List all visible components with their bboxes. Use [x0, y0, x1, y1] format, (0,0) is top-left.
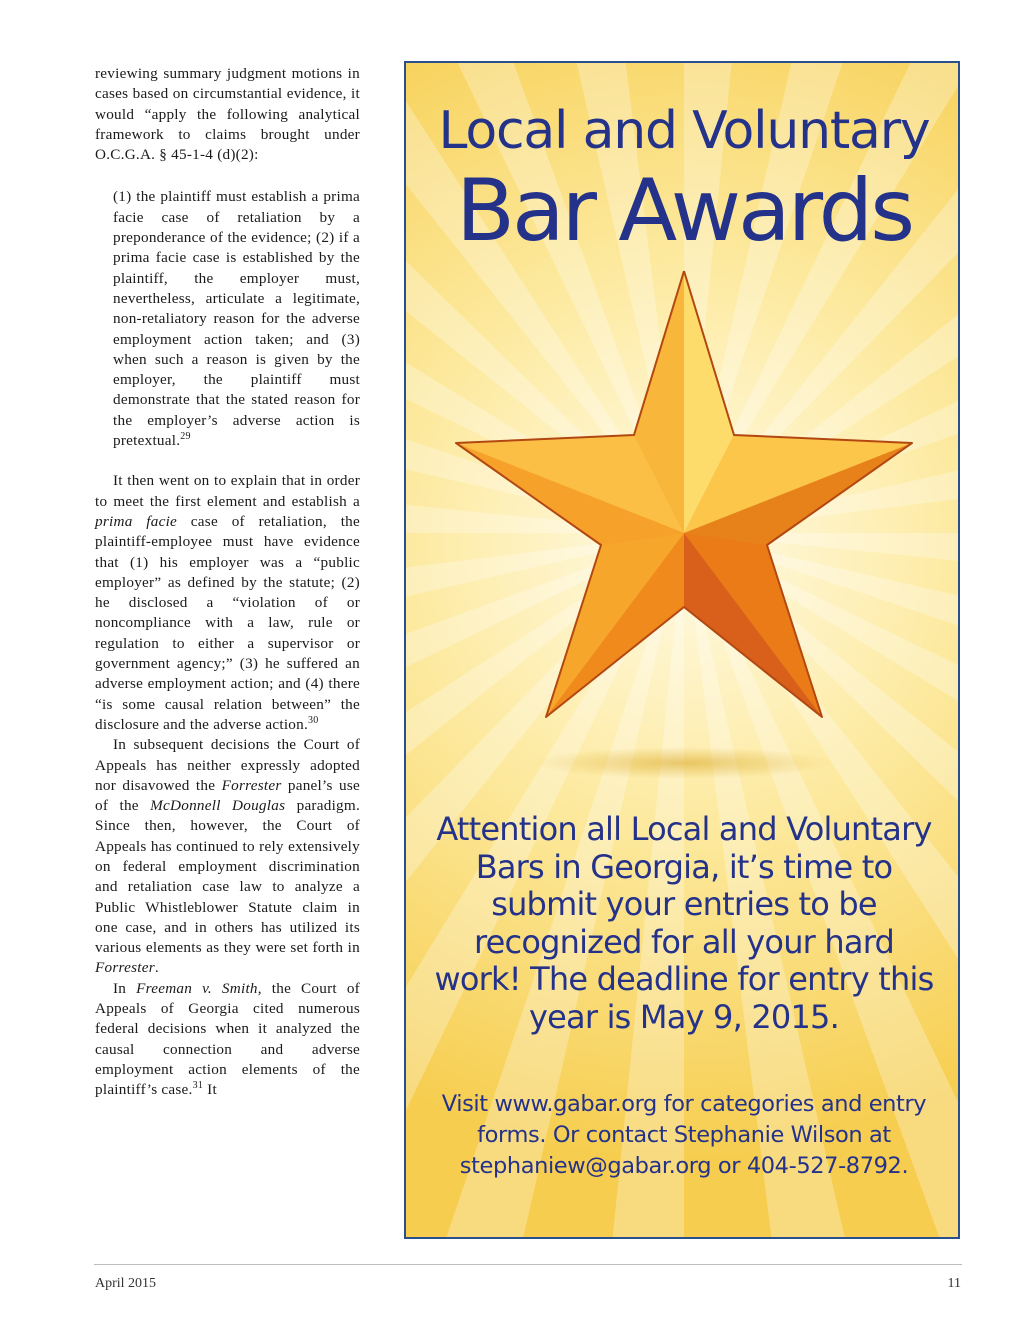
paragraph: reviewing summary judgment motions in cases based on circumstantial evidence, it would “apply the following analytical framework to claims brought under O.C.G.A. § 45-1-4 (d)(2): — [95, 65, 360, 164]
bar-awards-ad — [404, 61, 960, 1239]
paragraph: It then went on to explain that in order to meet the first element and establish a prima facie case of retaliation, the plaintiff-employee must have evidence that (1) his employer was a “public employer” as defined by the statute; (2) he disclosed a “violation of or noncompliance with a law, rule or regulation to either a supervisor or government agency;” (3) he suffered an adverse employment action; and (4) there “is some causal relation between” the disclosure and the adverse action.$^{30}$ — [95, 472, 361, 733]
footnote-ref: 31 — [192, 1080, 204, 1092]
footer-issue-date: April 2015 — [95, 1276, 157, 1291]
footnote-ref: 30 — [308, 714, 319, 726]
block-quote: (1) the plaintiff must establish a prima facie case of retaliation by a preponderance of the evidence; (2) if a prima facie case is established by the plaintiff, the employer must, nevertheless, articulate a legitimate, non-retaliatory reason for the adverse employment action taken; and (3) when such a reason is given by the employer, the plaintiff must demonstrate that the stated reason for the employer’s adverse action is pretextual.$^{29}$ — [113, 188, 360, 450]
ad-announcement: Attention all Local and Voluntary Bars in Georgia, it’s time to submit your entries to be recognized for all your hard work! The deadline for entry this year is May 9, 2015. — [434, 810, 934, 1036]
footnote-ref: 29 — [180, 430, 191, 442]
ad-title-line1: Local and Voluntary — [438, 101, 930, 161]
ad-title-line2: Bar Awards — [455, 161, 913, 261]
paragraph: In subsequent decisions the Court of Appeals has neither expressly adopted nor disavowed the Forrester panel’s use of the McDonnell Douglas paradigm. Since then, however, the Court of Appeals has continued to rely extensively on federal employment discrimination and retaliation case law to analyze a Public Whistleblower Statute claim in one case, and in others has utilized its various elements as they were set forth in Forrester. — [95, 736, 360, 977]
ad-contact-info: Visit www.gabar.org for categories and entry forms. Or contact Stephanie Wilson at stephaniew@gabar.org or 404-527-8792. — [441, 1091, 927, 1179]
article-column — [95, 64, 360, 1101]
paragraph: In Freeman v. Smith, the Court of Appeals of Georgia cited numerous federal decisions when it analyzed the causal connection and adverse employment action elements of the plaintiff’s case.$^{31}$ It — [95, 979, 360, 1099]
footer-divider — [94, 1264, 962, 1265]
page-number: 11 — [947, 1276, 961, 1291]
